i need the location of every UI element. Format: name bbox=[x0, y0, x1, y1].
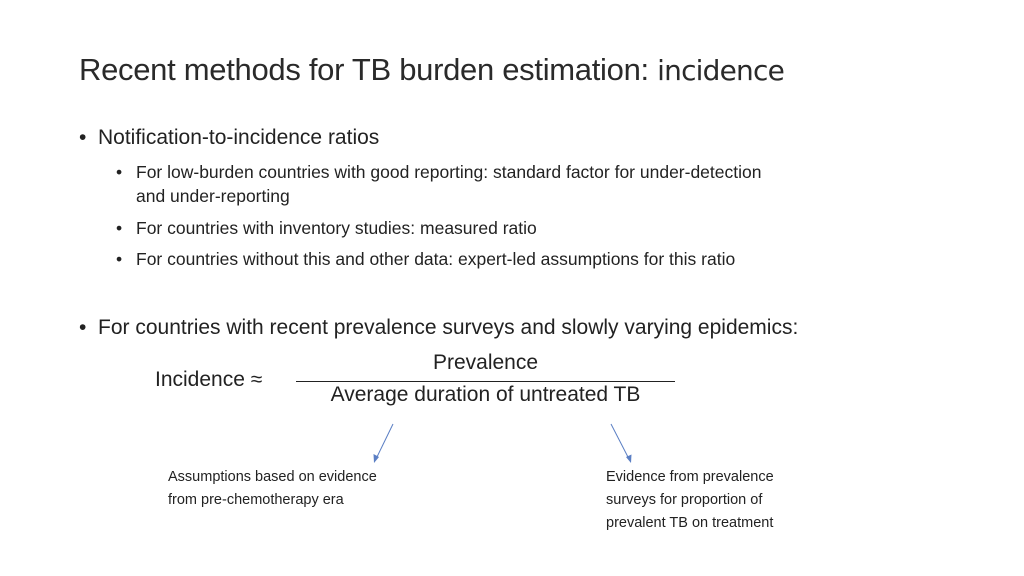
note-line: surveys for proportion of bbox=[606, 492, 763, 508]
slide-title-main: Recent methods for TB burden estimation: bbox=[79, 52, 658, 87]
bullet-text: Notification-to-incidence ratios bbox=[98, 126, 380, 149]
sub-bullet-line-1: For low-burden countries with good reporting: standard factor for under-detection bbox=[136, 162, 762, 182]
note-line: from pre-chemotherapy era bbox=[168, 492, 344, 508]
bullet-glyph: • bbox=[116, 162, 123, 182]
note-line: Evidence from prevalence bbox=[606, 469, 774, 485]
sub-bullet-text: For countries with inventory studies: measured ratio bbox=[136, 218, 537, 238]
bullet-text: For countries with recent prevalence surveys and slowly varying epidemics: bbox=[98, 316, 799, 339]
note-line: Assumptions based on evidence bbox=[168, 469, 377, 485]
bullet-glyph: • bbox=[79, 126, 87, 149]
arrow-left bbox=[374, 424, 394, 463]
note-prevalence-evidence bbox=[606, 466, 836, 535]
formula-denominator: Average duration of untreated TB bbox=[330, 383, 641, 406]
note-pre-chemotherapy bbox=[168, 466, 438, 512]
bullet-glyph: • bbox=[116, 249, 123, 269]
sub-bullet-text: For countries without this and other data: expert-led assumptions for this ratio bbox=[136, 249, 736, 269]
bullet-glyph: • bbox=[116, 218, 123, 238]
slide-title-emphasis: incidence bbox=[657, 54, 785, 87]
formula-numerator: Prevalence bbox=[432, 351, 539, 374]
bullet-glyph: • bbox=[79, 316, 87, 339]
arrow-right bbox=[611, 424, 632, 463]
formula-lhs: Incidence ≈ bbox=[155, 368, 263, 391]
note-line: prevalent TB on treatment bbox=[606, 515, 774, 531]
sub-bullet-line-2: and under-reporting bbox=[136, 186, 290, 206]
